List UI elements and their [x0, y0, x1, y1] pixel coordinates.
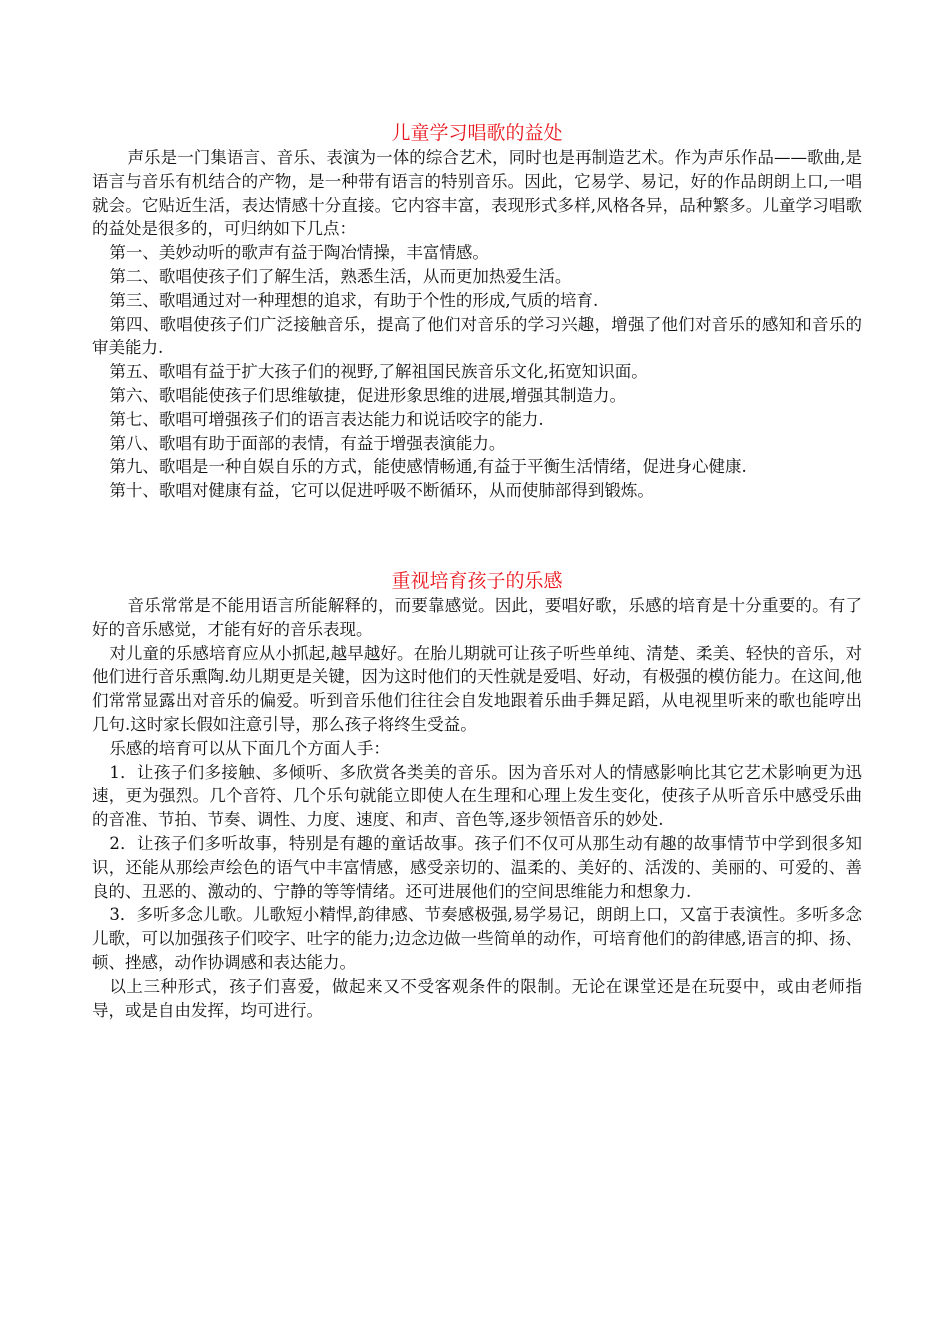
list-item-3: 3．多听多念儿歌。儿歌短小精悍,韵律感、节奏感极强,易学易记，朗朗上口，又富于表演性。多听多念儿歌，可以加强孩子们咬字、吐字的能力;边念边做一些简单的动作，可培育他们的韵律感,语言的抑、扬、顿、挫感，动作协调感和表达能力。	[92, 905, 862, 972]
paragraph-2: 对儿童的乐感培育应从小抓起,越早越好。在胎儿期就可让孩子听些单纯、清楚、柔美、轻快的音乐，对他们进行音乐熏陶.幼儿期更是关键，因为这时他们的天性就是爱唱、好动，有极强的模仿能力。在这间,他们常常显露出对音乐的偏爱。听到音乐他们往往会自发地跟着乐曲手舞足蹈，从电视里听来的歌也能哼出几句.这时家长假如注意引导，那么孩子将终生受益。	[92, 643, 862, 734]
section-singing-benefits	[92, 120, 862, 503]
section-title: 重视培育孩子的乐感	[391, 570, 563, 592]
point-6: 第六、歌唱能使孩子们思维敏捷，促进形象思维的进展,增强其制造力。	[109, 385, 627, 405]
point-2: 第二、歌唱使孩子们了解生活，熟悉生活，从而更加热爱生活。	[109, 266, 572, 286]
paragraph-1: 音乐常常是不能用语言所能解释的，而要靠感觉。因此，要唱好歌，乐感的培育是十分重要的。有了好的音乐感觉，才能有好的音乐表现。	[92, 596, 862, 639]
point-3: 第三、歌唱通过对一种理想的追求，有助于个性的形成,气质的培育.	[109, 290, 599, 310]
paragraph-3: 乐感的培育可以从下面几个方面人手：	[109, 738, 390, 758]
point-8: 第八、歌唱有助于面部的表情，有益于增强表演能力。	[109, 433, 506, 453]
point-7: 第七、歌唱可增强孩子们的语言表达能力和说话咬字的能力.	[109, 409, 544, 429]
point-10: 第十、歌唱对健康有益，它可以促进呼吸不断循环，从而使肺部得到锻炼。	[109, 481, 654, 501]
point-9: 第九、歌唱是一种自娱自乐的方式，能使感情畅通,有益于平衡生活情绪，促进身心健康.	[109, 457, 747, 477]
section-musical-sense	[92, 568, 862, 1022]
section-title: 儿童学习唱歌的益处	[391, 122, 563, 144]
intro-paragraph: 声乐是一门集语言、音乐、表演为一体的综合艺术，同时也是再制造艺术。作为声乐作品——歌曲,是语言与音乐有机结合的产物，是一种带有语言的特别音乐。因此，它易学、易记，好的作品朗朗上口,一唱就会。它贴近生活，表达情感十分直接。它内容丰富，表现形式多样,风格各异，品种繁多。儿童学习唱歌的益处是很多的，可归纳如下几点：	[92, 148, 862, 239]
list-item-1: 1．让孩子们多接触、多倾听、多欣赏各类美的音乐。因为音乐对人的情感影响比其它艺术影响更为迅速，更为强烈。几个音符、几个乐句就能立即使人在生理和心理上发生变化，使孩子从听音乐中感受乐曲的音准、节拍、节奏、调性、力度、速度、和声、音色等,逐步领悟音乐的妙处.	[92, 762, 862, 830]
paragraph-conclusion: 以上三种形式，孩子们喜爱，做起来又不受客观条件的限制。无论在课堂还是在玩耍中，或由老师指导，或是自由发挥，均可进行。	[92, 976, 862, 1020]
point-4: 第四、歌唱使孩子们广泛接触音乐，提高了他们对音乐的学习兴趣，增强了他们对音乐的感知和音乐的审美能力.	[92, 314, 862, 358]
list-item-2: 2．让孩子们多听故事，特别是有趣的童话故事。孩子们不仅可从那生动有趣的故事情节中学到很多知识，还能从那绘声绘色的语气中丰富情感，感受亲切的、温柔的、美好的、活泼的、美丽的、可爱的、善良的、丑恶的、激动的、宁静的等等情绪。还可进展他们的空间思维能力和想象力.	[92, 833, 862, 901]
point-1: 第一、美妙动听的歌声有益于陶冶情操，丰富情感。	[109, 243, 489, 263]
point-5: 第五、歌唱有益于扩大孩子们的视野,了解祖国民族音乐文化,拓宽知识面。	[109, 362, 648, 382]
